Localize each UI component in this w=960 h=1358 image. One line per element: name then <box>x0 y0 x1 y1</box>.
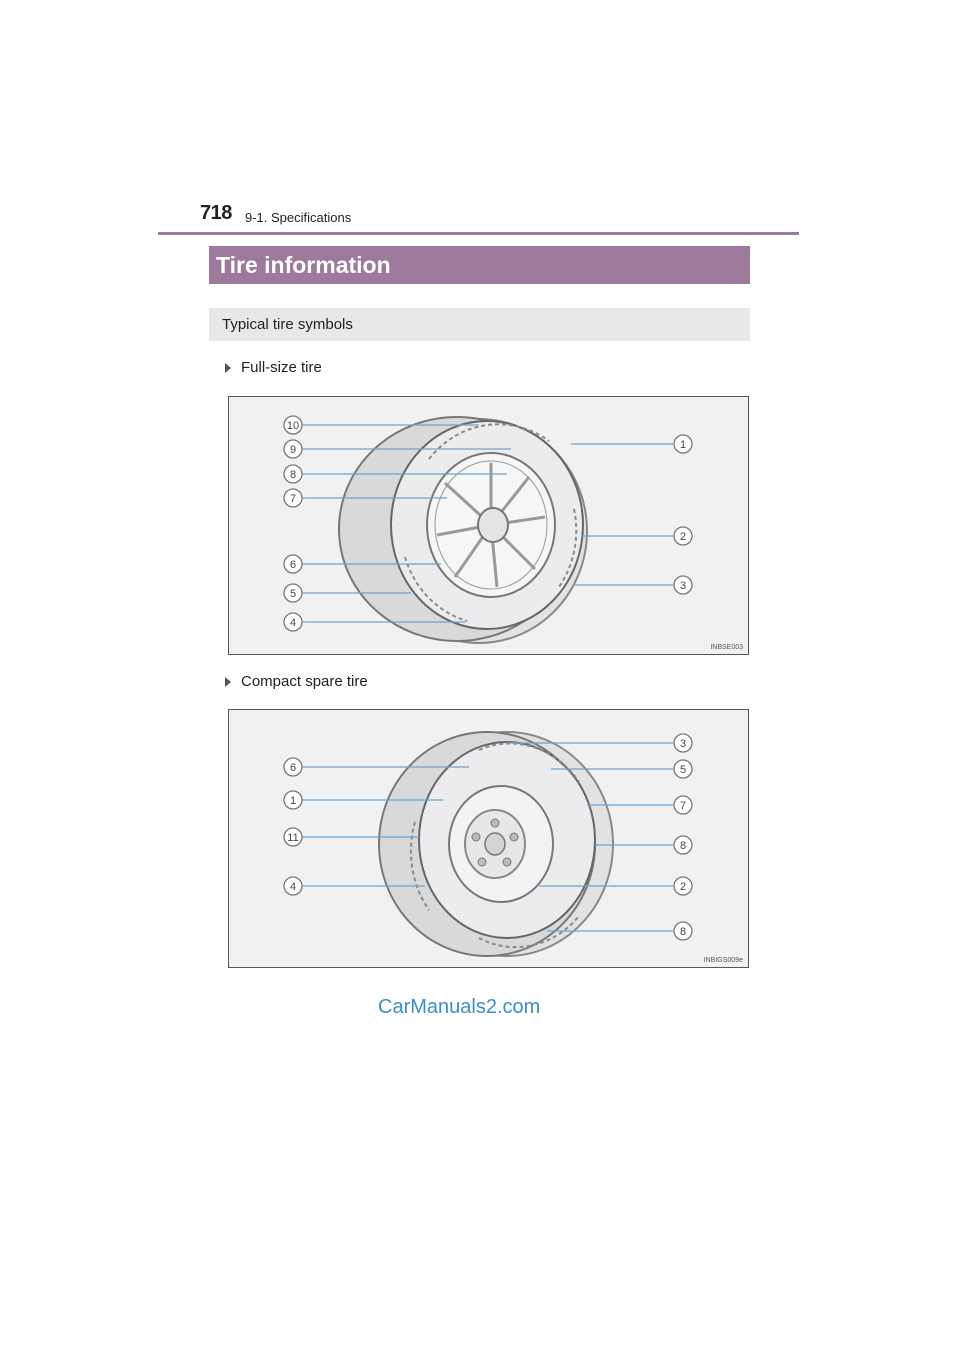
callout-label: 8 <box>679 840 687 852</box>
callout-label: 2 <box>679 531 687 543</box>
caption-compact-spare-tire <box>225 673 368 690</box>
header-rule <box>158 232 799 235</box>
caption-text: Full-size tire <box>241 359 322 376</box>
callout-label: 9 <box>289 444 297 456</box>
callout-label: 2 <box>679 881 687 893</box>
watermark-link[interactable]: CarManuals2.com <box>378 996 541 1018</box>
triangle-bullet-icon <box>225 677 231 687</box>
callout-label: 1 <box>679 439 687 451</box>
callout-label: 8 <box>289 469 297 481</box>
callout-label: 8 <box>679 926 687 938</box>
spare-tire-illustration <box>229 710 749 968</box>
callout-label: 6 <box>289 762 297 774</box>
callout-label: 5 <box>289 588 297 600</box>
callout-label: 4 <box>289 881 297 893</box>
callout-label: 11 <box>287 832 299 844</box>
callout-label: 7 <box>289 493 297 505</box>
figure-code: INBSE003 <box>710 644 743 651</box>
callout-label: 6 <box>289 559 297 571</box>
callout-label: 7 <box>679 800 687 812</box>
page-title: Tire information <box>216 251 391 278</box>
callout-label: 1 <box>289 795 297 807</box>
spare-tire-icon <box>379 732 613 956</box>
figure-full-size-tire <box>228 396 749 655</box>
subheading: Typical tire symbols <box>222 316 353 333</box>
section-label: 9-1. Specifications <box>245 210 352 225</box>
callout-label: 10 <box>286 420 300 432</box>
callout-label: 5 <box>679 764 687 776</box>
tire-icon <box>339 417 587 643</box>
tire-illustration <box>229 397 749 655</box>
caption-full-size-tire <box>225 359 322 376</box>
figure-code: INBIGS009e <box>703 957 743 964</box>
page-number: 718 <box>200 202 232 224</box>
callout-label: 3 <box>679 580 687 592</box>
figure-compact-spare-tire <box>228 709 749 968</box>
callout-label: 4 <box>289 617 297 629</box>
caption-text: Compact spare tire <box>241 673 368 690</box>
triangle-bullet-icon <box>225 363 231 373</box>
callout-label: 3 <box>679 738 687 750</box>
title-bar <box>209 246 750 284</box>
subheading-bar <box>209 308 750 341</box>
